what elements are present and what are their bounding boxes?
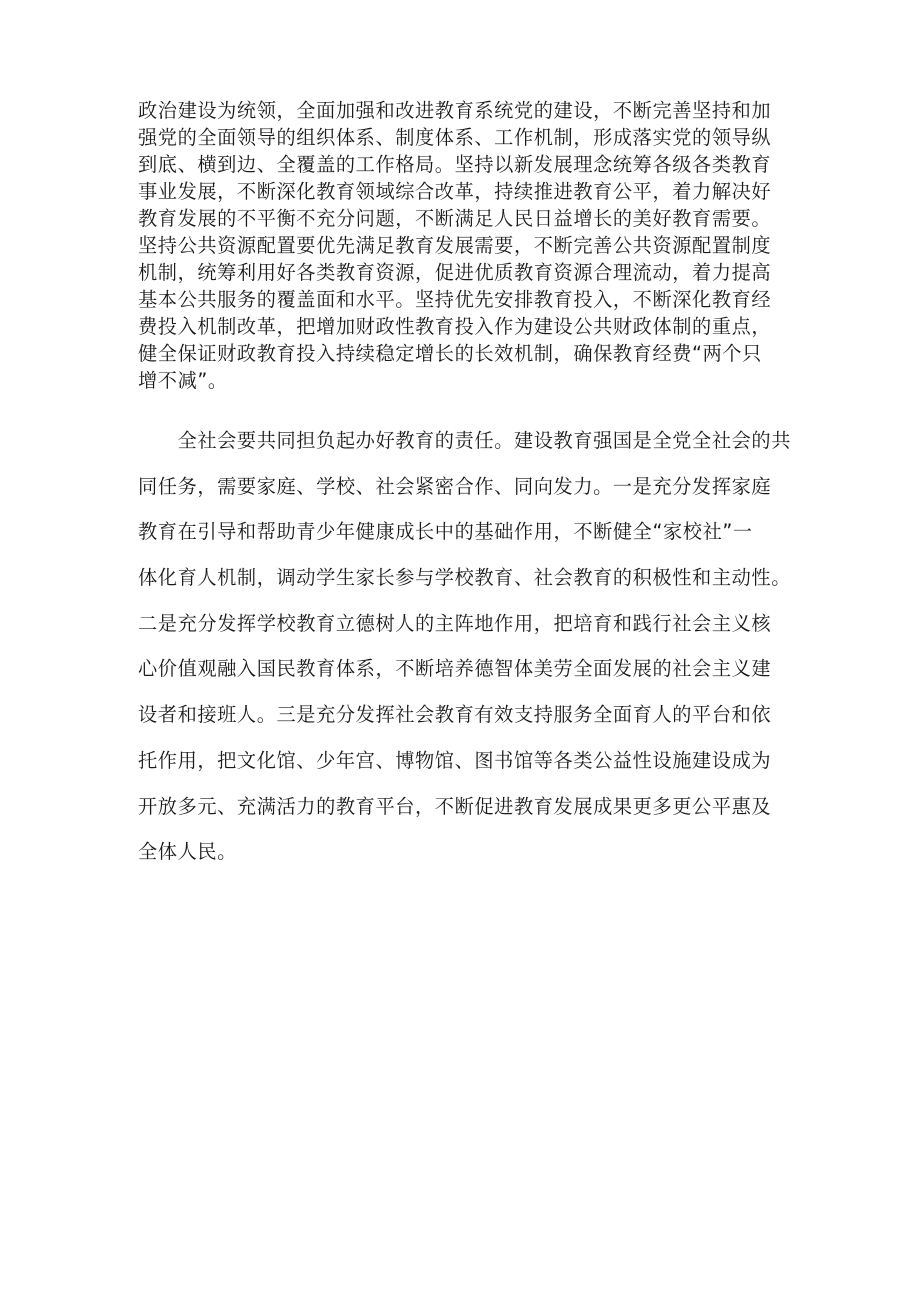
text-line: 二是充分发挥学校教育立德树人的主阵地作用，把培育和践行社会主义核 xyxy=(138,611,772,635)
text-line: 设者和接班人。三是充分发挥社会教育有效支持服务全面育人的平台和依 xyxy=(138,703,772,727)
text-line: 体化育人机制，调动学生家长参与学校教育、社会教育的积极性和主动性。 xyxy=(138,566,791,590)
text-line: 托作用，把文化馆、少年宫、博物馆、图书馆等各类公益性设施建设成为 xyxy=(138,748,772,772)
text-line: 全体人民。 xyxy=(138,840,237,864)
text-line: 增不减”。 xyxy=(138,369,228,392)
text-line: 健全保证财政教育投入持续稳定增长的长效机制，确保教育经费“两个只 xyxy=(138,342,762,365)
text-line: 政治建设为统领，全面加强和改进教育系统党的建设，不断完善坚持和加 xyxy=(138,99,772,122)
text-line: 到底、横到边、全覆盖的工作格局。坚持以新发展理念统筹各级各类教育 xyxy=(138,153,772,176)
text-line: 事业发展，不断深化教育领域综合改革，持续推进教育公平，着力解决好 xyxy=(138,180,772,203)
text-line: 全社会要共同担负起办好教育的责任。建设教育强国是全党全社会的共 xyxy=(138,429,791,452)
text-line: 心价值观融入国民教育体系，不断培养德智体美劳全面发展的社会主义建 xyxy=(138,657,772,681)
text-line: 基本公共服务的覆盖面和水平。坚持优先安排教育投入，不断深化教育经 xyxy=(138,288,772,311)
text-line: 费投入机制改革，把增加财政性教育投入作为建设公共财政体制的重点， xyxy=(138,315,772,338)
text-line: 机制，统筹利用好各类教育资源，促进优质教育资源合理流动，着力提高 xyxy=(138,261,772,284)
text-line: 教育发展的不平衡不充分问题，不断满足人民日益增长的美好教育需要。 xyxy=(138,207,772,230)
paragraph-shared-responsibility xyxy=(138,426,798,883)
text-line: 教育在引导和帮助青少年健康成长中的基础作用，不断健全“家校社”一 xyxy=(138,520,753,544)
text-line: 同任务，需要家庭、学校、社会紧密合作、同向发力。一是充分发挥家庭 xyxy=(138,474,772,498)
text-line: 强党的全面领导的组织体系、制度体系、工作机制，形成落实党的领导纵 xyxy=(138,126,772,149)
text-line: 坚持公共资源配置要优先满足教育发展需要，不断完善公共资源配置制度 xyxy=(138,234,772,257)
text-line: 开放多元、充满活力的教育平台，不断促进教育发展成果更多更公平惠及 xyxy=(138,794,772,818)
paragraph-party-leadership xyxy=(138,97,798,394)
